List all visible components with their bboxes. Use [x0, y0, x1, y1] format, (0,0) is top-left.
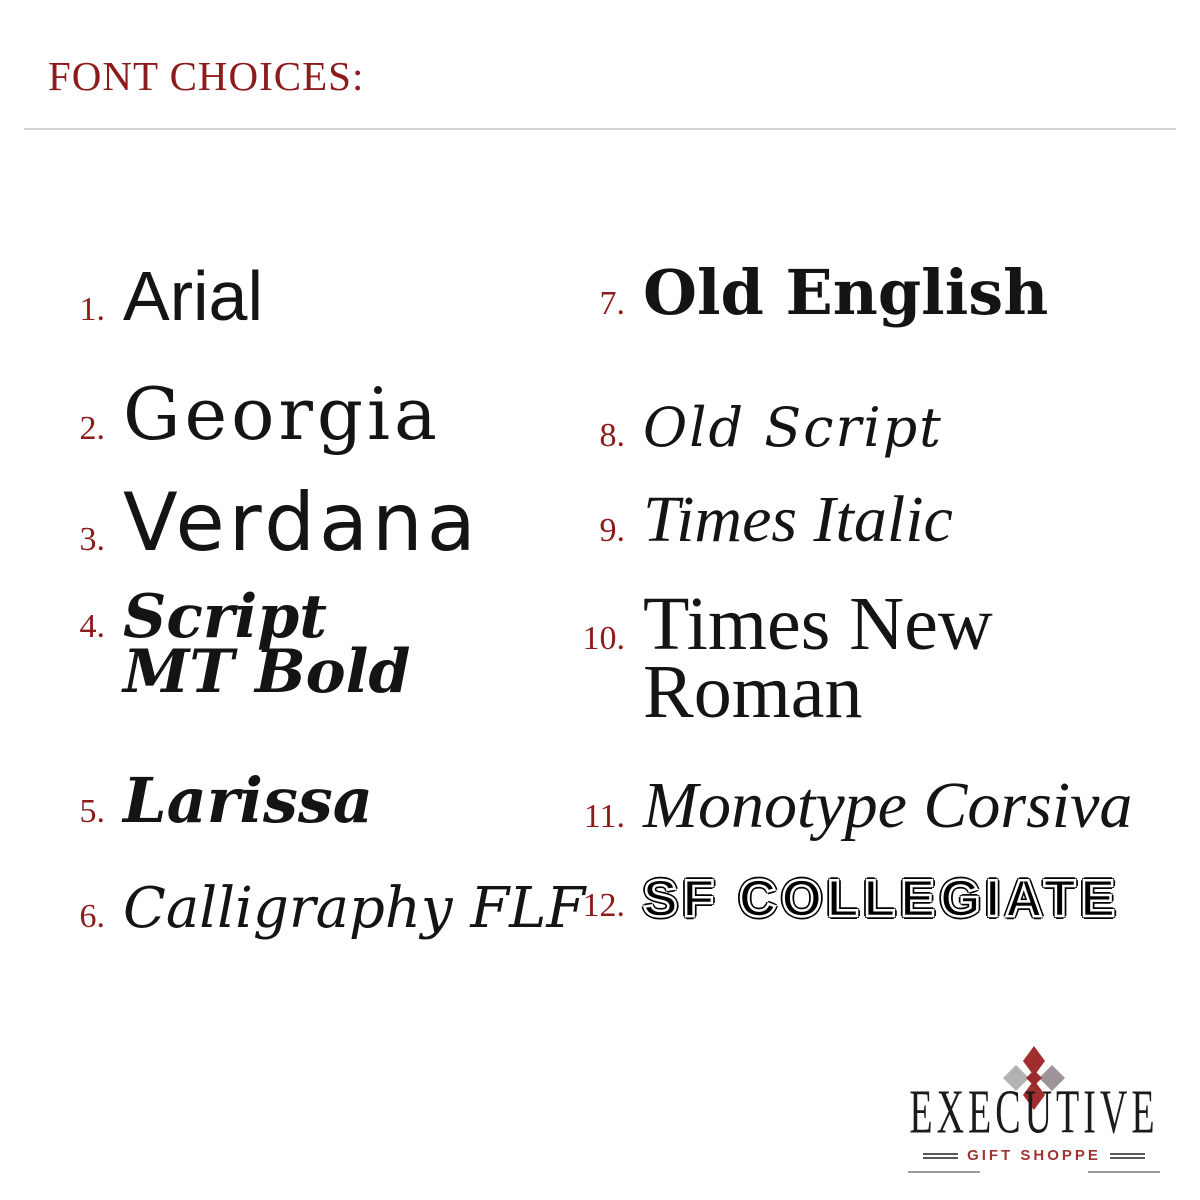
- font-option-5: [40, 764, 373, 837]
- brand-name-wrap: [900, 1060, 1168, 1148]
- font-number: 6.: [79, 898, 105, 935]
- header-divider: [24, 128, 1176, 130]
- tagline-rule-left: [923, 1153, 958, 1159]
- brand-logo: [900, 1044, 1168, 1194]
- font-option-3: [40, 476, 480, 569]
- font-sample-georgia: Georgia: [123, 372, 441, 456]
- font-number: 12.: [582, 887, 625, 924]
- font-number: 1.: [79, 291, 105, 328]
- font-number: 7.: [599, 285, 625, 322]
- font-number: 10.: [582, 620, 625, 657]
- font-number: 8.: [599, 417, 625, 454]
- font-option-1: [40, 256, 263, 336]
- font-option-2: [40, 372, 441, 456]
- logo-underline-right: [1088, 1171, 1160, 1173]
- font-option-7: [538, 256, 1048, 329]
- page-title: FONT CHOICES:: [48, 53, 365, 99]
- font-option-9: [538, 482, 953, 558]
- font-sample-larissa: Larissa: [123, 764, 373, 837]
- font-option-4: [40, 582, 453, 708]
- font-number: 5.: [79, 793, 105, 830]
- font-sample-old-english: Old English: [643, 256, 1049, 329]
- font-sample-calligraphy-flf: Calligraphy FLF: [123, 876, 586, 941]
- font-sample-old-script: Old Script: [643, 396, 943, 459]
- font-number: 11.: [583, 798, 625, 835]
- font-number: 4.: [79, 608, 105, 645]
- font-sample-script-mt-bold: Script MT Bold: [123, 582, 411, 708]
- font-option-10: [538, 582, 1013, 735]
- font-sample-times-italic: Times Italic: [643, 483, 953, 556]
- font-number: 2.: [79, 410, 105, 447]
- font-option-8: [538, 396, 943, 459]
- font-sample-arial: Arial: [123, 257, 264, 335]
- tagline-rule-right: [1110, 1153, 1145, 1159]
- font-option-11: [538, 768, 1132, 844]
- font-sample-verdana: Verdana: [123, 476, 480, 569]
- brand-name: EXECUTIVE: [909, 1078, 1159, 1148]
- brand-tagline: GIFT SHOPPE: [967, 1147, 1101, 1164]
- brand-tagline-row: [900, 1147, 1168, 1164]
- font-number: 9.: [599, 512, 625, 549]
- font-option-6: [40, 876, 585, 941]
- font-number: 3.: [79, 521, 105, 558]
- font-sample-monotype-corsiva: Monotype Corsiva: [643, 769, 1133, 842]
- font-sample-sf-collegiate: SF COLLEGIATE: [643, 870, 1121, 928]
- logo-underline-left: [908, 1171, 980, 1173]
- font-option-12: [538, 869, 1120, 929]
- font-sample-times-new-roman: Times New Roman: [643, 582, 993, 735]
